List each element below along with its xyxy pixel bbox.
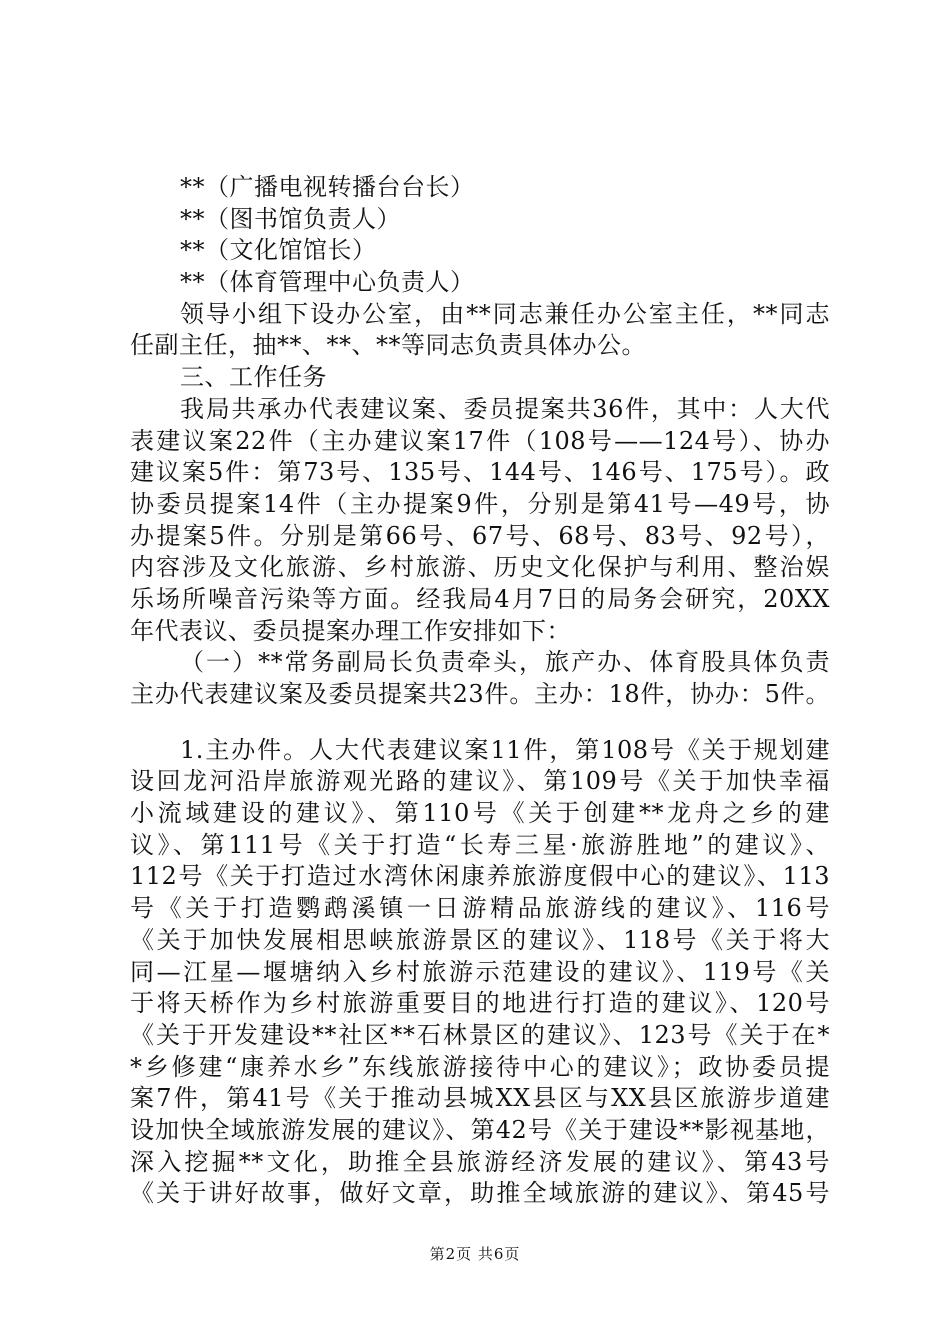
paragraph-line: 《关于加快发展相思峡旅游景区的建议》、118号《关于将大 xyxy=(130,925,830,954)
member-line: **（图书馆负责人） xyxy=(180,204,401,233)
member-line: **（文化馆馆长） xyxy=(180,236,377,265)
section-heading: 三、工作任务 xyxy=(180,363,327,392)
member-line: **（体育管理中心负责人） xyxy=(180,268,475,297)
paragraph-line: 我局共承办代表建议案、委员提案共36件，其中：人大代 xyxy=(180,394,830,423)
paragraph-spacer xyxy=(130,711,830,735)
paragraph-line: 《关于开发建设**社区**石林景区的建议》、123号《关于在* xyxy=(130,1020,830,1049)
paragraph-line: 乐场所噪音污染等方面。经我局4月7日的局务会研究，20XX xyxy=(130,584,830,613)
paragraph-line: 内容涉及文化旅游、乡村旅游、历史文化保护与利用、整治娱 xyxy=(130,553,830,582)
paragraph-line: 议》、第111号《关于打造“长寿三星·旅游胜地”的建议》、 xyxy=(130,830,830,859)
paragraph-line: 同—江星—堰塘纳入乡村旅游示范建设的建议》、119号《关 xyxy=(130,957,830,986)
paragraph-line: 协委员提案14件（主办提案9件，分别是第41号—49号，协 xyxy=(130,489,830,518)
paragraph-line: 表建议案22件（主办建议案17件（108号——124号）、协办 xyxy=(130,426,830,455)
document-body xyxy=(130,172,830,1210)
paragraph-line: 办提案5件。分别是第66号、67号、68号、83号、92号）， xyxy=(130,521,830,550)
paragraph-line: 1.主办件。人大代表建议案11件，第108号《关于规划建 xyxy=(180,735,830,764)
paragraph-line: 主办代表建议案及委员提案共23件。主办：18件，协办：5件。 xyxy=(130,680,830,708)
paragraph-line: 案7件，第41号《关于推动县城XX县区与XX县区旅游步道建 xyxy=(130,1084,830,1113)
page-number: 第2页 共6页 xyxy=(429,1245,521,1263)
paragraph-line: 设加快全域旅游发展的建议》、第42号《关于建设**影视基地， xyxy=(130,1115,830,1144)
paragraph-line: 领导小组下设办公室，由**同志兼任办公室主任，**同志 xyxy=(180,299,830,328)
paragraph-line: 小流域建设的建议》、第110号《关于创建**龙舟之乡的建 xyxy=(130,799,830,828)
paragraph-line: 年代表议、委员提案办理工作安排如下： xyxy=(130,616,571,645)
paragraph-line: 112号《关于打造过水湾休闲康养旅游度假中心的建议》、113 xyxy=(130,862,830,891)
paragraph-line: （一）**常务副局长负责牵头，旅产办、体育股具体负责 xyxy=(180,648,830,677)
paragraph-line: 号《关于打造鹦鹉溪镇一日游精品旅游线的建议》、116号 xyxy=(130,894,830,923)
paragraph-line: 设回龙河沿岸旅游观光路的建议》、第109号《关于加快幸福 xyxy=(130,767,830,796)
member-line: **（广播电视转播台台长） xyxy=(180,173,475,201)
paragraph-line: 任副主任，抽**、**、**等同志负责具体办公。 xyxy=(130,331,646,360)
paragraph-line: 建议案5件：第73号、135号、144号、146号、175号）。政 xyxy=(130,458,830,487)
paragraph-line: *乡修建“康养水乡”东线旅游接待中心的建议》；政协委员提 xyxy=(130,1052,830,1081)
paragraph-line: 于将天桥作为乡村旅游重要目的地进行打造的建议》、120号 xyxy=(130,989,830,1018)
paragraph-line: 《关于讲好故事，做好文章，助推全域旅游的建议》、第45号 xyxy=(130,1179,830,1208)
paragraph-line: 深入挖掘**文化，助推全县旅游经济发展的建议》、第43号 xyxy=(130,1147,830,1176)
